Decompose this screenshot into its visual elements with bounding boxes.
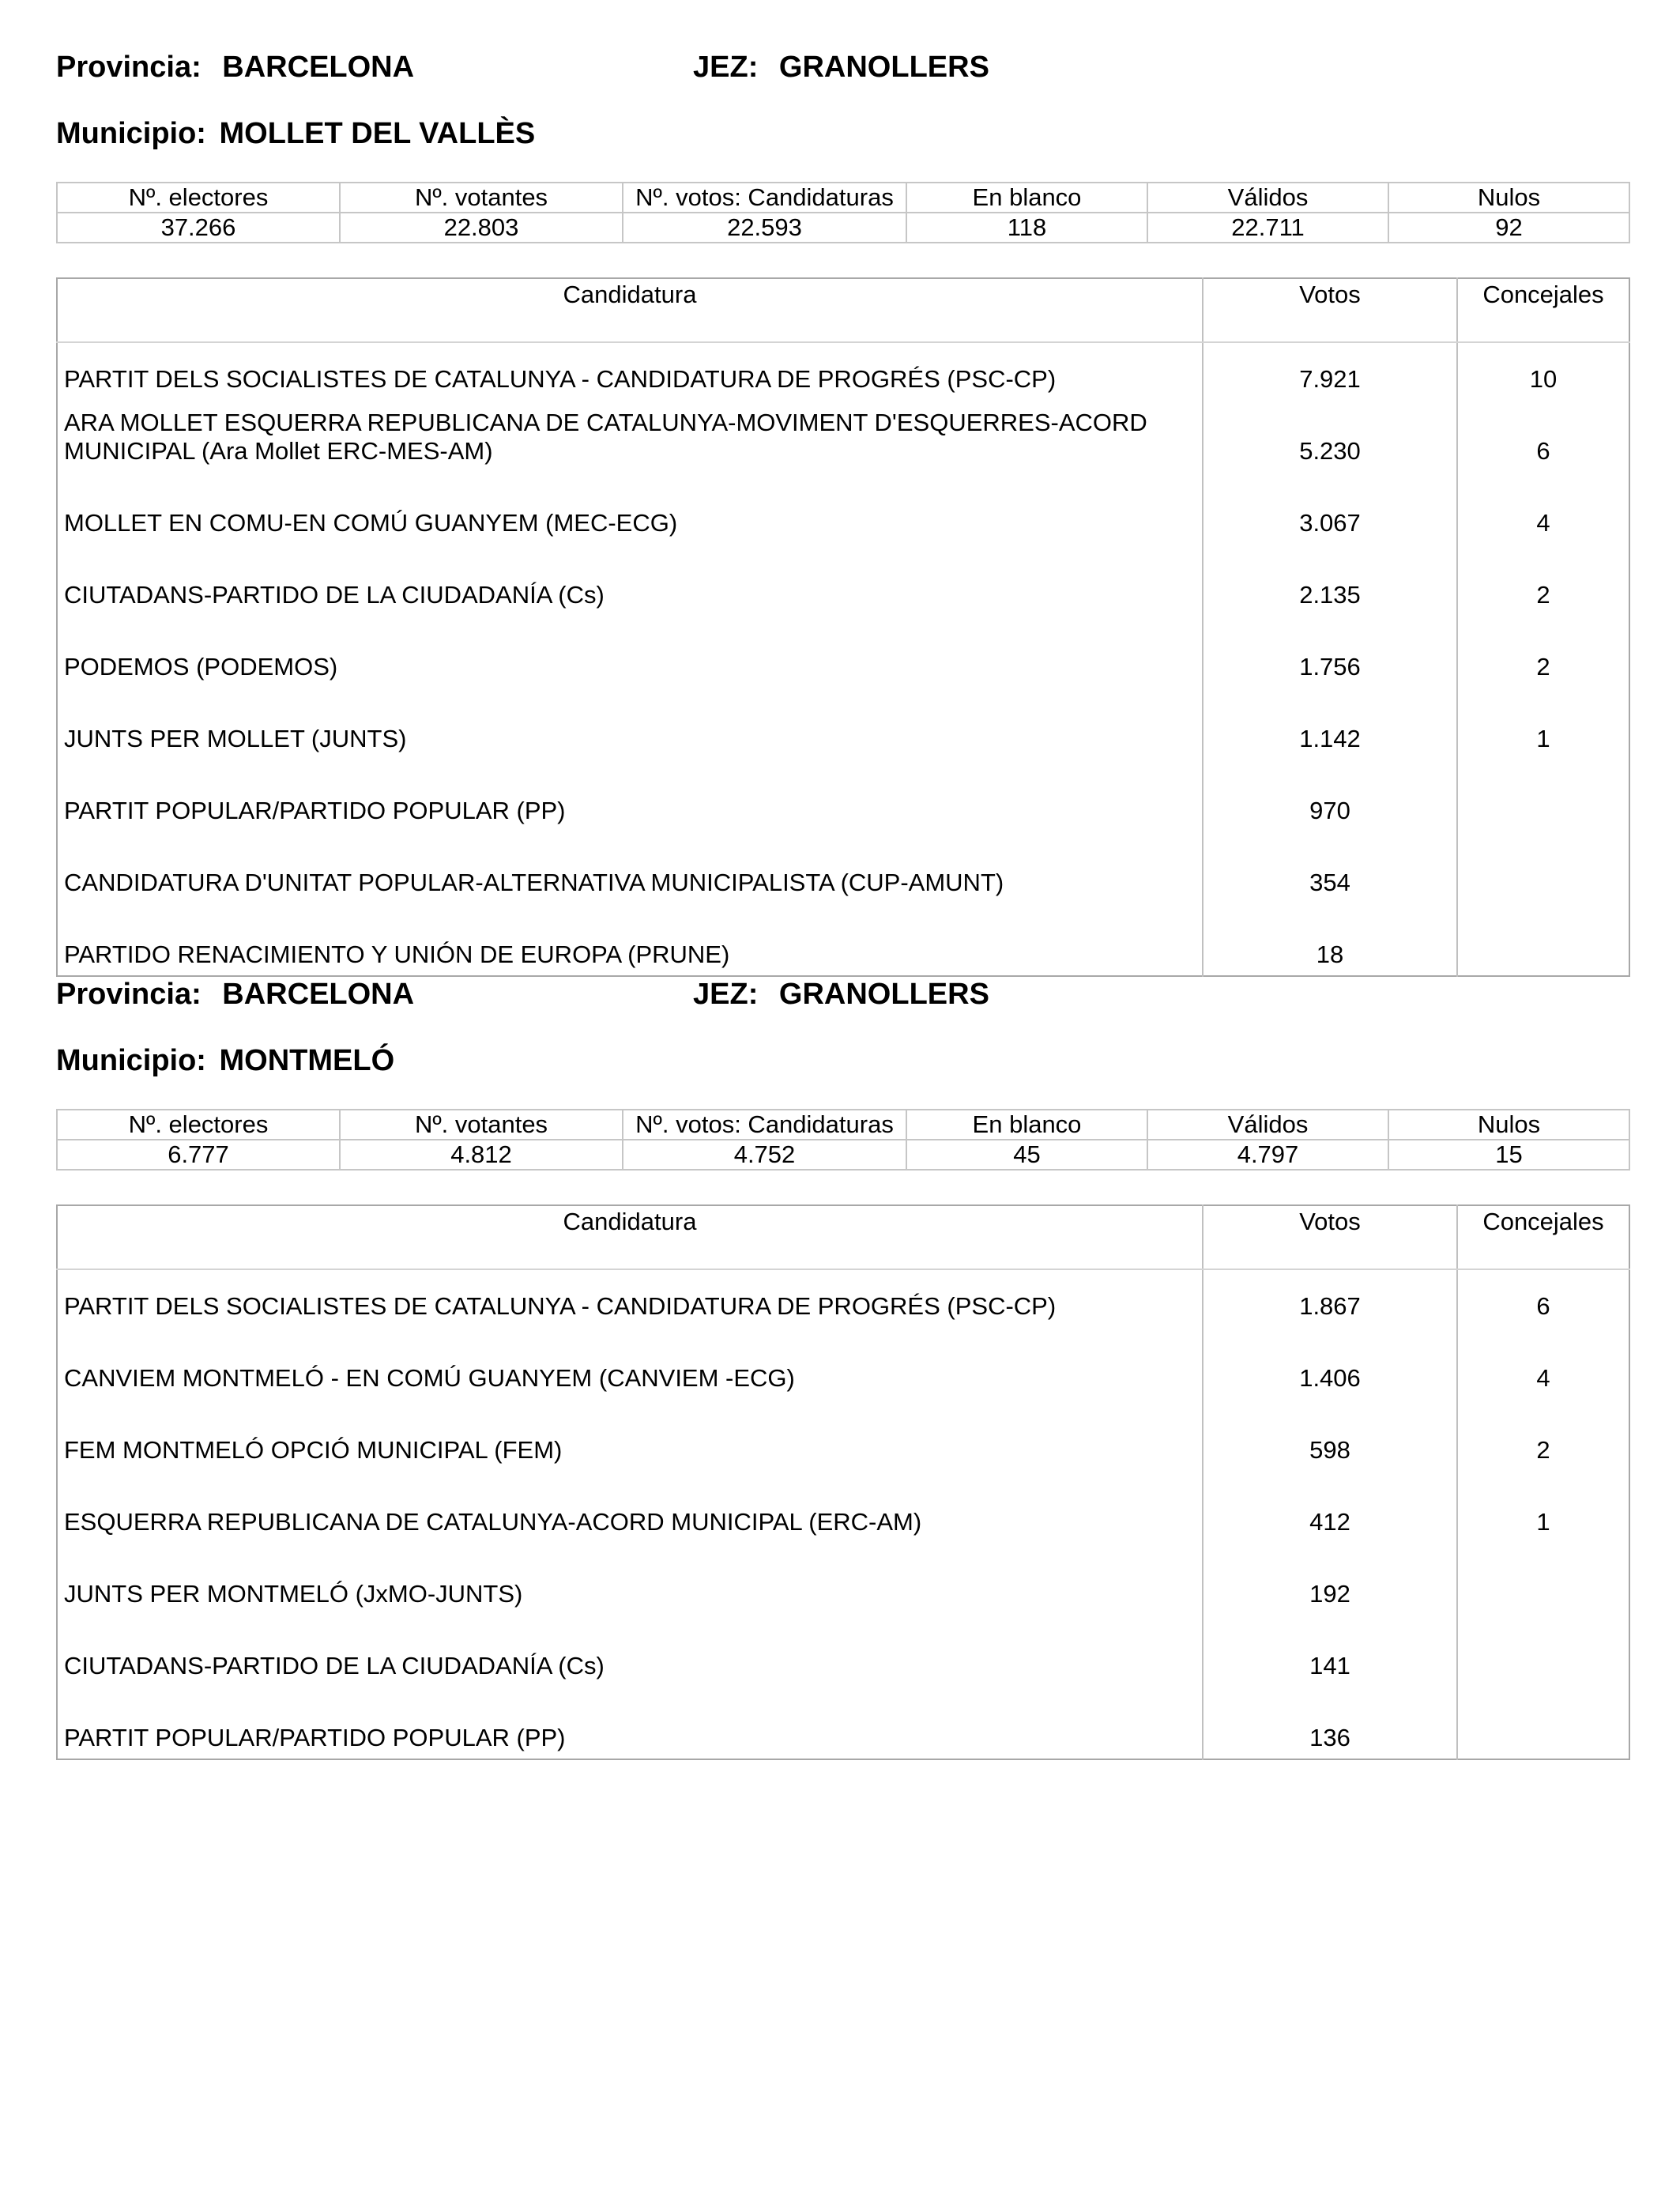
provincia-value: BARCELONA — [222, 51, 415, 84]
candidatura-name: CIUTADANS-PARTIDO DE LA CIUDADANÍA (Cs) — [64, 581, 605, 609]
table-row — [57, 1327, 1629, 1399]
votos-candidaturas-header: Nº. votos: Candidaturas — [623, 1110, 906, 1140]
votos-candidaturas-header: Nº. votos: Candidaturas — [623, 183, 906, 213]
table-row — [57, 616, 1629, 688]
results-header-row — [57, 278, 1629, 342]
candidatura-name: CANVIEM MONTMELÓ - EN COMÚ GUANYEM (CANVIEM -ECG) — [64, 1364, 795, 1392]
votantes-value: 4.812 — [340, 1140, 623, 1170]
table-row — [57, 1399, 1629, 1471]
section-header — [56, 974, 1629, 1022]
candidatura-name: PARTIT POPULAR/PARTIDO POPULAR (PP) — [64, 797, 566, 824]
votos-value: 5.230 — [1203, 400, 1457, 472]
votos-value: 141 — [1203, 1615, 1457, 1687]
municipality-section — [56, 47, 1629, 977]
summary-value-row — [57, 213, 1629, 243]
table-row — [57, 1269, 1629, 1327]
votos-value: 1.867 — [1203, 1269, 1457, 1327]
municipio-line — [56, 1044, 1629, 1084]
en-blanco-value: 118 — [906, 213, 1147, 243]
table-row — [57, 400, 1629, 472]
jez-value: GRANOLLERS — [778, 978, 989, 1011]
table-row — [57, 342, 1629, 400]
concejales-value: 6 — [1457, 1269, 1629, 1327]
jez-line — [693, 978, 989, 1012]
section-header — [56, 47, 1629, 95]
concejales-value: 6 — [1457, 400, 1629, 472]
nulos-value: 92 — [1388, 213, 1629, 243]
candidatura-name: MOLLET EN COMU-EN COMÚ GUANYEM (MEC-ECG) — [64, 509, 678, 537]
summary-header-row — [57, 183, 1629, 213]
concejales-value: 10 — [1457, 342, 1629, 400]
votos-value: 970 — [1203, 760, 1457, 831]
votos-candidaturas-value: 4.752 — [623, 1140, 906, 1170]
table-row — [57, 903, 1629, 976]
electores-value: 37.266 — [57, 213, 340, 243]
concejales-value — [1457, 903, 1629, 976]
candidatura-name: ARA MOLLET ESQUERRA REPUBLICANA DE CATALUNYA-MOVIMENT D'ESQUERRES-ACORD MUNICIPAL (Ara Mollet ERC-MES-AM) — [64, 409, 1147, 465]
candidatura-header: Candidatura — [57, 278, 1203, 342]
candidatura-name: PARTIT DELS SOCIALISTES DE CATALUNYA - CANDIDATURA DE PROGRÉS (PSC-CP) — [64, 365, 1057, 393]
provincia-label: Provincia: — [56, 978, 202, 1011]
summary-table — [56, 1109, 1630, 1171]
provincia-value: BARCELONA — [222, 978, 415, 1011]
concejales-value: 1 — [1457, 688, 1629, 760]
municipio-value: MOLLET DEL VALLÈS — [219, 117, 536, 150]
summary-table — [56, 182, 1630, 243]
votantes-header: Nº. votantes — [340, 1110, 623, 1140]
concejales-value: 2 — [1457, 1399, 1629, 1471]
municipio-line — [56, 117, 1629, 156]
en-blanco-header: En blanco — [906, 1110, 1147, 1140]
table-row — [57, 472, 1629, 544]
en-blanco-header: En blanco — [906, 183, 1147, 213]
votos-value: 2.135 — [1203, 544, 1457, 616]
table-row — [57, 1543, 1629, 1615]
concejales-value: 4 — [1457, 1327, 1629, 1399]
candidatura-name: CANDIDATURA D'UNITAT POPULAR-ALTERNATIVA MUNICIPALISTA (CUP-AMUNT) — [64, 869, 1004, 896]
votos-value: 7.921 — [1203, 342, 1457, 400]
electores-header: Nº. electores — [57, 1110, 340, 1140]
candidatura-name: ESQUERRA REPUBLICANA DE CATALUNYA-ACORD MUNICIPAL (ERC-AM) — [64, 1508, 922, 1536]
votos-candidaturas-value: 22.593 — [623, 213, 906, 243]
en-blanco-value: 45 — [906, 1140, 1147, 1170]
votantes-header: Nº. votantes — [340, 183, 623, 213]
table-row — [57, 688, 1629, 760]
table-row — [57, 831, 1629, 903]
votos-value: 192 — [1203, 1543, 1457, 1615]
candidatura-name: FEM MONTMELÓ OPCIÓ MUNICIPAL (FEM) — [64, 1436, 563, 1464]
concejales-header: Concejales — [1457, 278, 1629, 342]
candidatura-name: CIUTADANS-PARTIDO DE LA CIUDADANÍA (Cs) — [64, 1652, 605, 1679]
votos-value: 1.756 — [1203, 616, 1457, 688]
candidatura-name: PARTIT POPULAR/PARTIDO POPULAR (PP) — [64, 1724, 566, 1751]
candidatura-name: PARTIT DELS SOCIALISTES DE CATALUNYA - CANDIDATURA DE PROGRÉS (PSC-CP) — [64, 1292, 1057, 1320]
concejales-header: Concejales — [1457, 1205, 1629, 1269]
jez-line — [693, 51, 989, 85]
table-row — [57, 760, 1629, 831]
votantes-value: 22.803 — [340, 213, 623, 243]
candidatura-header: Candidatura — [57, 1205, 1203, 1269]
provincia-label: Provincia: — [56, 51, 202, 84]
concejales-value: 1 — [1457, 1471, 1629, 1543]
concejales-value — [1457, 1687, 1629, 1759]
validos-value: 22.711 — [1147, 213, 1388, 243]
candidatura-name: JUNTS PER MOLLET (JUNTS) — [64, 725, 407, 752]
concejales-value: 2 — [1457, 544, 1629, 616]
nulos-header: Nulos — [1388, 1110, 1629, 1140]
validos-header: Válidos — [1147, 1110, 1388, 1140]
table-row — [57, 1687, 1629, 1759]
votos-value: 18 — [1203, 903, 1457, 976]
votos-value: 354 — [1203, 831, 1457, 903]
results-header-row — [57, 1205, 1629, 1269]
table-row — [57, 544, 1629, 616]
candidatura-name: PODEMOS (PODEMOS) — [64, 653, 338, 680]
validos-value: 4.797 — [1147, 1140, 1388, 1170]
candidatura-name: PARTIDO RENACIMIENTO Y UNIÓN DE EUROPA (PRUNE) — [64, 941, 730, 968]
electores-header: Nº. electores — [57, 183, 340, 213]
jez-label: JEZ: — [693, 51, 759, 84]
candidatura-name: JUNTS PER MONTMELÓ (JxMO-JUNTS) — [64, 1580, 523, 1608]
provincia-line — [56, 51, 414, 85]
results-table — [56, 1204, 1630, 1760]
municipio-label: Municipio: — [56, 1044, 206, 1077]
table-row — [57, 1471, 1629, 1543]
nulos-value: 15 — [1388, 1140, 1629, 1170]
votos-value: 3.067 — [1203, 472, 1457, 544]
electores-value: 6.777 — [57, 1140, 340, 1170]
votos-header: Votos — [1203, 278, 1457, 342]
jez-label: JEZ: — [693, 978, 759, 1011]
nulos-header: Nulos — [1388, 183, 1629, 213]
jez-value: GRANOLLERS — [778, 51, 989, 84]
concejales-value: 4 — [1457, 472, 1629, 544]
concejales-value: 2 — [1457, 616, 1629, 688]
results-table — [56, 277, 1630, 977]
municipio-value: MONTMELÓ — [219, 1044, 395, 1077]
concejales-value — [1457, 760, 1629, 831]
votos-value: 598 — [1203, 1399, 1457, 1471]
votos-value: 1.142 — [1203, 688, 1457, 760]
provincia-line — [56, 978, 414, 1012]
concejales-value — [1457, 1615, 1629, 1687]
municipality-section — [56, 974, 1629, 1760]
concejales-value — [1457, 831, 1629, 903]
votos-value: 1.406 — [1203, 1327, 1457, 1399]
votos-value: 412 — [1203, 1471, 1457, 1543]
summary-header-row — [57, 1110, 1629, 1140]
municipio-label: Municipio: — [56, 117, 206, 150]
table-row — [57, 1615, 1629, 1687]
votos-value: 136 — [1203, 1687, 1457, 1759]
summary-value-row — [57, 1140, 1629, 1170]
concejales-value — [1457, 1543, 1629, 1615]
validos-header: Válidos — [1147, 183, 1388, 213]
votos-header: Votos — [1203, 1205, 1457, 1269]
